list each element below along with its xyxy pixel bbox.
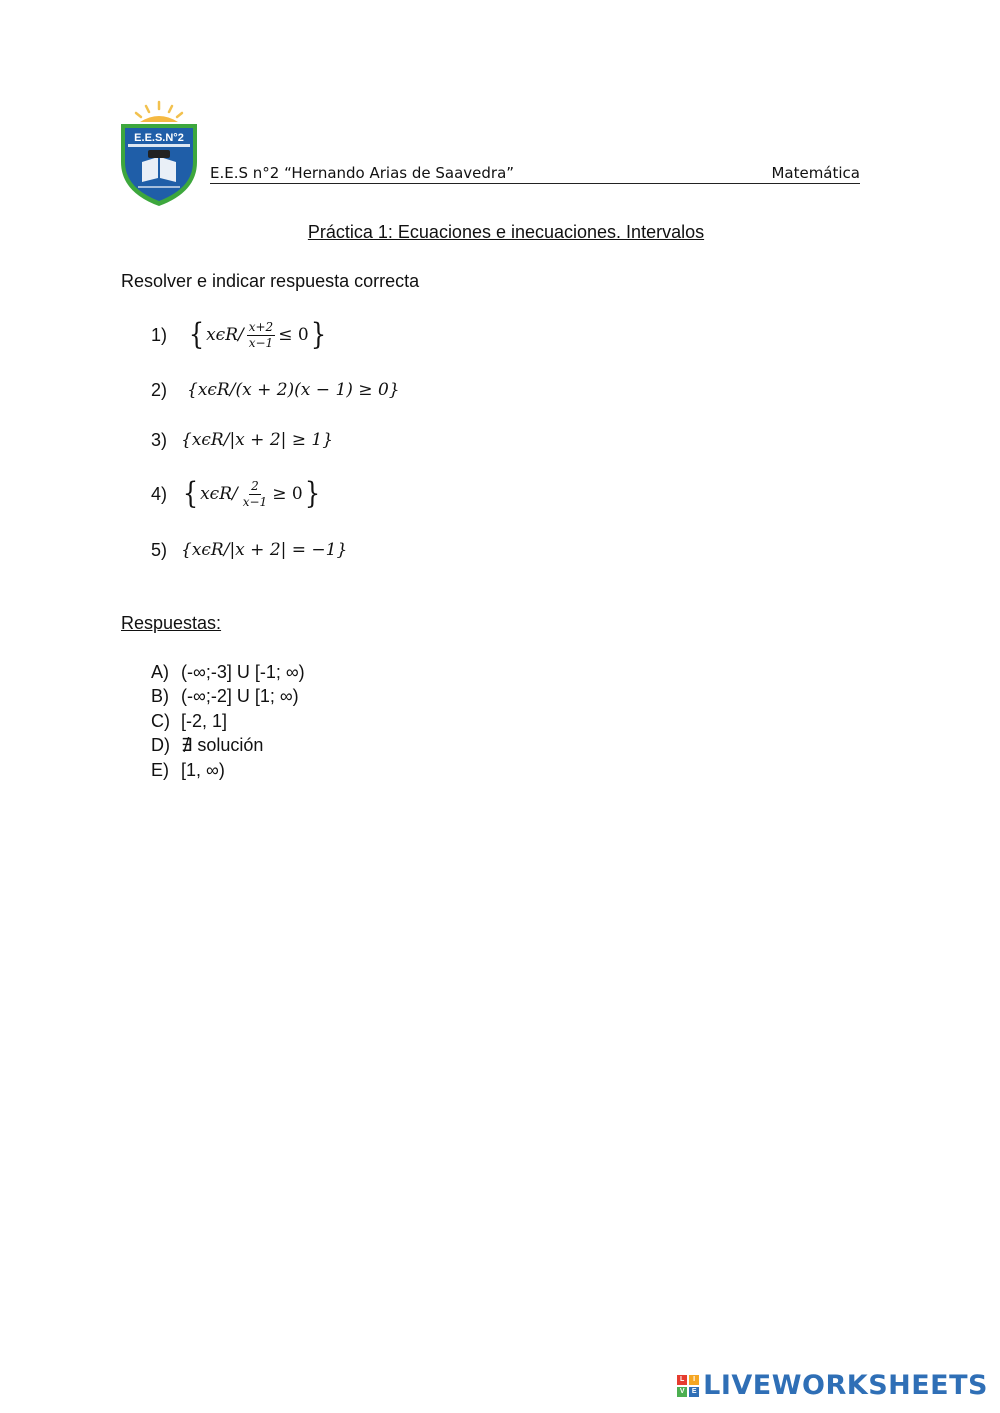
- liveworksheets-brand: [677, 1370, 988, 1401]
- answer-option-c: C) [-2, 1]: [151, 710, 228, 731]
- problem-5: [151, 530, 347, 570]
- page-title: Práctica 1: Ecuaciones e inecuaciones. Intervalos: [307, 222, 705, 242]
- problem-number: 3): [151, 429, 168, 450]
- liveworksheets-logo-icon: L I V E: [677, 1375, 699, 1397]
- problem-1: [151, 315, 328, 355]
- subject-name: Matemática: [771, 164, 860, 182]
- answer-option-a: A) (-∞;-3] U [-1; ∞): [151, 661, 305, 682]
- page-header: [210, 160, 860, 184]
- problem-2: [151, 370, 400, 410]
- problem-expression: { xϵR/ $\frac{x+2}{x-1}$ ≤ 0 }: [188, 317, 326, 352]
- problem-expression: {xϵR/|x + 2| = −1}: [181, 540, 348, 560]
- answer-option-b: B) (-∞;-2] U [1; ∞): [151, 686, 299, 707]
- problem-expression: {xϵR/|x + 2| ≥ 1}: [181, 430, 334, 450]
- answers-list: [151, 660, 305, 783]
- fraction: $\frac{x+2}{x-1}$: [248, 319, 274, 350]
- problem-expression: { xϵR/ $\frac{2}{x-1}$ ≥ 0 }: [182, 476, 320, 511]
- brand-text: LIVEWORKSHEETS: [703, 1370, 988, 1401]
- answers-heading: Respuestas:: [121, 613, 222, 633]
- problem-number: 2): [151, 379, 168, 400]
- problem-4: [151, 474, 322, 514]
- problem-3: [151, 420, 333, 460]
- problem-number: 4): [151, 483, 168, 504]
- answer-option-e: E) [1, ∞): [151, 759, 225, 780]
- svg-text:E.E.S.N°2: E.E.S.N°2: [134, 132, 184, 144]
- problem-expression: {xϵR/(x + 2)(x − 1) ≥ 0}: [187, 380, 400, 400]
- instruction-text: Resolver e indicar respuesta correcta: [121, 271, 420, 291]
- school-logo: [118, 100, 200, 208]
- school-name: E.E.S n°2 “Hernando Arias de Saavedra”: [210, 164, 515, 182]
- fraction: $\frac{2}{x-1}$: [242, 478, 268, 509]
- answer-option-d: D) ∄ solución: [151, 735, 264, 756]
- problem-number: 1): [151, 324, 168, 345]
- sun-rays-icon: [136, 102, 182, 117]
- problem-number: 5): [151, 539, 168, 560]
